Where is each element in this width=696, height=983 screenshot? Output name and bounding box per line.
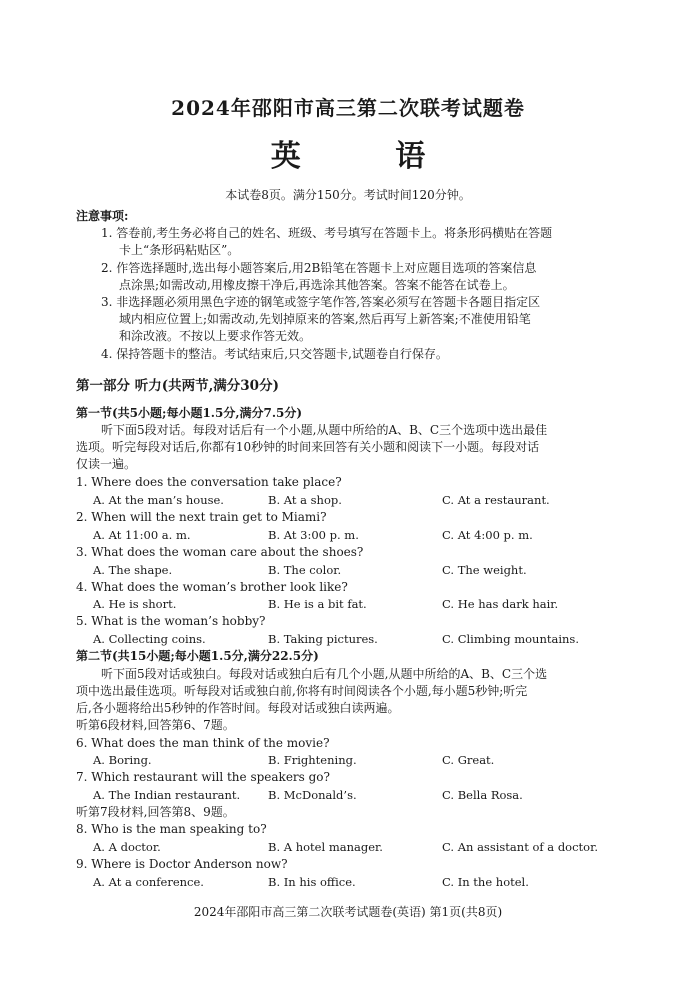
question-stem: 8. Who is the man speaking to?	[76, 822, 267, 836]
option-b: B. At 3:00 p. m.	[268, 528, 359, 542]
option-c: C. Great.	[442, 753, 495, 767]
option-c: C. Bella Rosa.	[442, 788, 523, 802]
option-b: B. The color.	[268, 563, 342, 577]
question-stem: 4. What does the woman’s brother look like?	[76, 580, 348, 594]
option-a: A. The Indian restaurant.	[93, 788, 241, 802]
section2-instructions: 后,各小题将给出5秒钟的作答时间。每段对话或独白读两遍。	[76, 701, 400, 715]
option-a: A. Collecting coins.	[93, 632, 206, 646]
notice-line: 卡上“条形码粘贴区”。	[119, 243, 240, 257]
notice-line: 和涂改液。不按以上要求作答无效。	[119, 329, 312, 343]
notice-line: 3. 非选择题必须用黑色字迹的钢笔或签字笔作答,答案必须写在答题卡各题目指定区	[101, 295, 541, 309]
page-title: 2024年邵阳市高三第二次联考试题卷	[171, 96, 525, 120]
notice-line: 域内相应位置上;如需改动,先划掉原来的答案,然后再写上新答案;不准使用铅笔	[119, 312, 531, 326]
option-c: C. At a restaurant.	[442, 493, 550, 507]
question-stem: 3. What does the woman care about the shoes?	[76, 545, 364, 559]
question-stem: 5. What is the woman’s hobby?	[76, 614, 266, 628]
option-b: B. Taking pictures.	[268, 632, 378, 646]
option-b: B. Frightening.	[268, 753, 357, 767]
question-stem: 2. When will the next train get to Miami?	[76, 510, 327, 524]
question-stem: 1. Where does the conversation take place?	[76, 475, 342, 489]
subject-title: 英 语	[270, 139, 468, 174]
option-c: C. Climbing mountains.	[442, 632, 579, 646]
option-a: A. The shape.	[93, 563, 173, 577]
option-c: C. At 4:00 p. m.	[442, 528, 533, 542]
option-b: B. He is a bit fat.	[268, 597, 367, 611]
notice-heading: 注意事项:	[76, 209, 129, 223]
section2-instructions: 项中选出最佳选项。听每段对话或独白前,你将有时间阅读各个小题,每小题5秒钟;听完	[76, 684, 528, 698]
part1-title: 第一部分 听力(共两节,满分30分)	[76, 378, 279, 394]
material-note: 听第6段材料,回答第6、7题。	[76, 718, 235, 732]
option-a: A. At 11:00 a. m.	[93, 528, 191, 542]
option-a: A. A doctor.	[93, 840, 161, 854]
notice-line: 1. 答卷前,考生务必将自己的姓名、班级、考号填写在答题卡上。将条形码横贴在答题	[101, 226, 553, 240]
option-b: B. In his office.	[268, 875, 356, 889]
notice-line: 2. 作答选择题时,选出每小题答案后,用2B铅笔在答题卡上对应题目选项的答案信息	[101, 261, 537, 275]
question-stem: 7. Which restaurant will the speakers go?	[76, 770, 330, 784]
option-c: C. The weight.	[442, 563, 527, 577]
option-c: C. He has dark hair.	[442, 597, 559, 611]
material-note: 听第7段材料,回答第8、9题。	[76, 805, 235, 819]
option-c: C. In the hotel.	[442, 875, 529, 889]
option-c: C. An assistant of a doctor.	[442, 840, 598, 854]
option-a: A. Boring.	[93, 753, 152, 767]
section2-instructions: 听下面5段对话或独白。每段对话或独白后有几个小题,从题中所给的A、B、C三个选	[101, 667, 548, 681]
option-a: A. At the man’s house.	[93, 493, 224, 507]
section1-title: 第一节(共5小题;每小题1.5分,满分7.5分)	[76, 406, 303, 420]
section1-instructions: 选项。听完每段对话后,你都有10秒钟的时间来回答有关小题和阅读下一小题。每段对话	[76, 440, 540, 454]
section2-title: 第二节(共15小题;每小题1.5分,满分22.5分)	[76, 649, 319, 663]
question-stem: 6. What does the man think of the movie?	[76, 736, 330, 750]
option-b: B. McDonald’s.	[268, 788, 357, 802]
notice-line: 4. 保持答题卡的整洁。考试结束后,只交答题卡,试题卷自行保存。	[101, 347, 448, 361]
notice-line: 点涂黑;如需改动,用橡皮擦干净后,再选涂其他答案。答案不能答在试卷上。	[119, 278, 515, 292]
question-stem: 9. Where is Doctor Anderson now?	[76, 857, 288, 871]
section1-instructions: 仅读一遍。	[76, 457, 137, 471]
option-a: A. He is short.	[93, 597, 177, 611]
section1-instructions: 听下面5段对话。每段对话后有一个小题,从题中所给的A、B、C三个选项中选出最佳	[101, 423, 548, 437]
page-footer: 2024年邵阳市高三第二次联考试题卷(英语) 第1页(共8页)	[193, 905, 503, 919]
option-b: B. At a shop.	[268, 493, 342, 507]
option-b: B. A hotel manager.	[268, 840, 383, 854]
exam-info: 本试卷8页。满分150分。考试时间120分钟。	[225, 188, 471, 202]
option-a: A. At a conference.	[93, 875, 204, 889]
